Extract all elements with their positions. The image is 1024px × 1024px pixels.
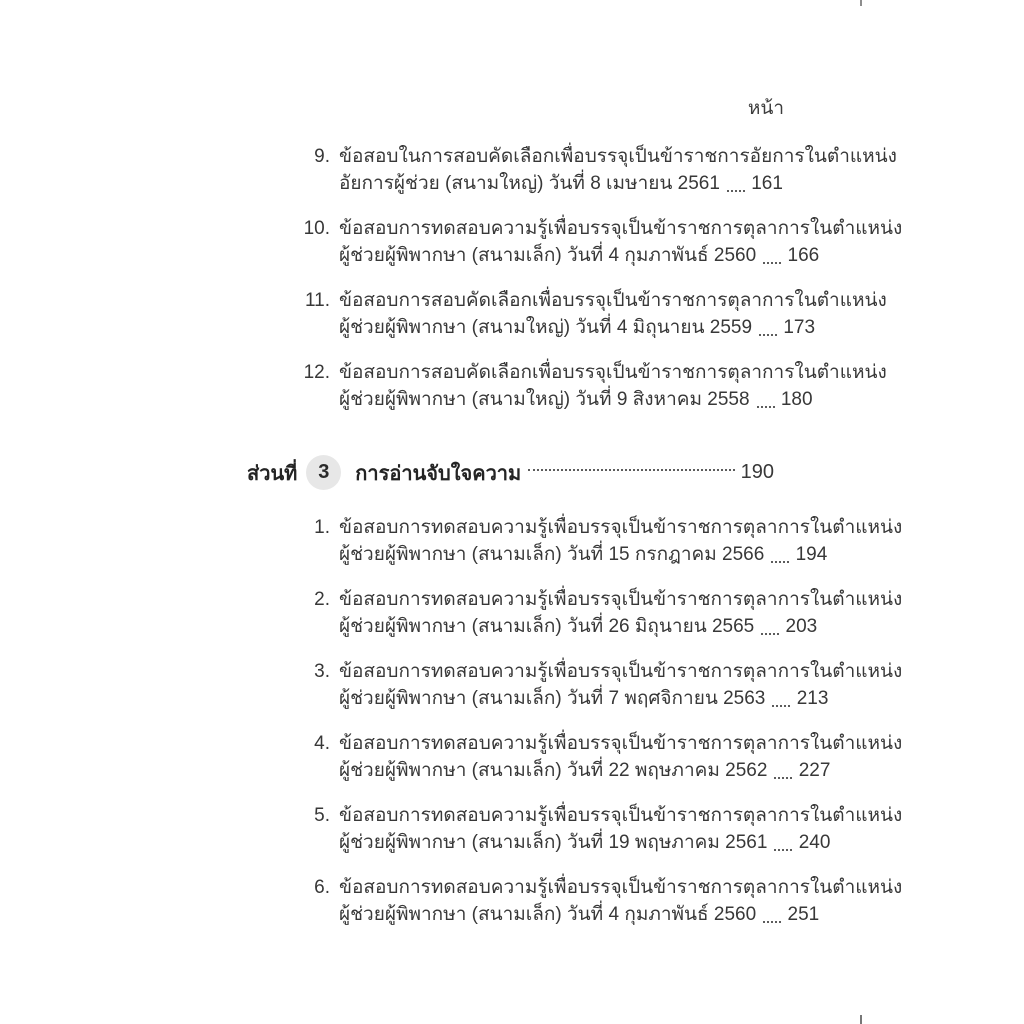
- entry-number: 11.: [304, 290, 330, 311]
- dot-leader: [763, 262, 781, 264]
- entry-body: [339, 143, 897, 197]
- entry-title-line1: ข้อสอบการทดสอบความรู้เพื่อบรรจุเป็นข้าราชการตุลาการในตำแหน่ง: [339, 661, 903, 682]
- entry-page-number: 251: [787, 904, 820, 925]
- entry-title-line2: [339, 170, 783, 197]
- entry-title-line2-text: ผู้ช่วยผู้พิพากษา (สนามเล็ก) วันที่ 7 พฤศจิกายน 2563: [339, 688, 766, 709]
- entry-title-line2: [339, 541, 828, 568]
- entry-title-line2-text: ผู้ช่วยผู้พิพากษา (สนามเล็ก) วันที่ 4 กุมภาพันธ์ 2560: [339, 245, 757, 266]
- entry-title-line2: [339, 386, 813, 413]
- scan-tick-mark-bottom: [860, 1015, 862, 1024]
- entry-body: [339, 287, 887, 341]
- entry-title-line2: [339, 613, 818, 640]
- toc-entries-section-3: [247, 514, 903, 928]
- toc-entry: [303, 874, 903, 928]
- entry-title-line1: ข้อสอบการทดสอบความรู้เพื่อบรรจุเป็นข้าราชการตุลาการในตำแหน่ง: [339, 733, 903, 754]
- entry-title-line2-text: ผู้ช่วยผู้พิพากษา (สนามใหญ่) วันที่ 9 สิงหาคม 2558: [339, 389, 750, 410]
- toc-entry: [303, 730, 903, 784]
- entry-body: [339, 215, 903, 269]
- entry-page-number: 194: [795, 544, 828, 565]
- entry-title-line2-text: ผู้ช่วยผู้พิพากษา (สนามเล็ก) วันที่ 19 พฤษภาคม 2561: [339, 832, 768, 853]
- entry-number: 2.: [314, 589, 330, 610]
- toc-content: [247, 97, 903, 946]
- entry-title-line2: [339, 685, 829, 712]
- toc-entry: [303, 287, 887, 341]
- entry-title-line2-text: ผู้ช่วยผู้พิพากษา (สนามเล็ก) วันที่ 26 มิถุนายน 2565: [339, 616, 755, 637]
- entry-title-line1: ข้อสอบการสอบคัดเลือกเพื่อบรรจุเป็นข้าราชการตุลาการในตำแหน่ง: [339, 362, 887, 383]
- entry-number: 9.: [314, 146, 330, 167]
- toc-entries-prev-section: [247, 143, 903, 413]
- entry-body: [339, 874, 903, 928]
- entry-body: [339, 802, 903, 856]
- entry-title-line2: [339, 242, 820, 269]
- scan-tick-mark-top: [860, 0, 862, 6]
- entry-title-line2: [339, 829, 831, 856]
- entry-number: 4.: [314, 733, 330, 754]
- entry-title-line1: ข้อสอบการทดสอบความรู้เพื่อบรรจุเป็นข้าราชการตุลาการในตำแหน่ง: [339, 517, 903, 538]
- entry-title-line2: [339, 314, 816, 341]
- entry-title-line2-text: ผู้ช่วยผู้พิพากษา (สนามเล็ก) วันที่ 4 กุมภาพันธ์ 2560: [339, 904, 757, 925]
- dot-leader: [761, 633, 779, 635]
- entry-title-line2-text: ผู้ช่วยผู้พิพากษา (สนามเล็ก) วันที่ 15 กรกฎาคม 2566: [339, 544, 765, 565]
- dot-leader: [774, 849, 792, 851]
- entry-number: 6.: [314, 877, 330, 898]
- entry-body: [339, 586, 903, 640]
- page-column-header: หน้า: [747, 98, 784, 119]
- toc-entry: [303, 215, 903, 269]
- toc-entry: [303, 514, 903, 568]
- toc-entry: [303, 802, 903, 856]
- entry-title-line1: ข้อสอบการสอบคัดเลือกเพื่อบรรจุเป็นข้าราชการตุลาการในตำแหน่ง: [339, 290, 887, 311]
- entry-page-number: 213: [796, 688, 829, 709]
- dot-leader: [774, 777, 792, 779]
- entry-number: 3.: [314, 661, 330, 682]
- dot-leader: [759, 334, 777, 336]
- entry-number: 5.: [314, 805, 330, 826]
- section-label: ส่วนที่: [247, 462, 298, 485]
- entry-page-number: 203: [785, 616, 818, 637]
- dot-leader: [727, 190, 745, 192]
- dot-leader: [763, 921, 781, 923]
- toc-entry: [303, 586, 903, 640]
- entry-title-line2: [339, 757, 831, 784]
- entry-number: 1.: [314, 517, 330, 538]
- toc-entry: [303, 658, 903, 712]
- entry-title-line1: ข้อสอบการทดสอบความรู้เพื่อบรรจุเป็นข้าราชการตุลาการในตำแหน่ง: [339, 877, 903, 898]
- entry-page-number: 240: [798, 832, 831, 853]
- entry-title-line1: ข้อสอบการทดสอบความรู้เพื่อบรรจุเป็นข้าราชการตุลาการในตำแหน่ง: [339, 218, 903, 239]
- toc-entry: [303, 359, 887, 413]
- dot-leader: [771, 561, 789, 563]
- entry-page-number: 227: [798, 760, 831, 781]
- entry-body: [339, 359, 887, 413]
- dot-leader: [757, 406, 775, 408]
- entry-title-line2-text: อัยการผู้ช่วย (สนามใหญ่) วันที่ 8 เมษายน 2561: [339, 173, 720, 194]
- section-number-badge: 3: [306, 455, 341, 490]
- entry-title-line2-text: ผู้ช่วยผู้พิพากษา (สนามใหญ่) วันที่ 4 มิถุนายน 2559: [339, 317, 753, 338]
- entry-title-line2-text: ผู้ช่วยผู้พิพากษา (สนามเล็ก) วันที่ 22 พฤษภาคม 2562: [339, 760, 768, 781]
- section-header-row: [247, 455, 784, 490]
- entry-number: 12.: [303, 362, 330, 383]
- entry-title-line1: ข้อสอบในการสอบคัดเลือกเพื่อบรรจุเป็นข้าราชการอัยการในตำแหน่ง: [339, 146, 897, 167]
- entry-body: [339, 514, 903, 568]
- toc-entry: [303, 143, 897, 197]
- section-title: การอ่านจับใจความ: [355, 462, 522, 485]
- entry-page-number: 180: [780, 389, 813, 410]
- entry-title-line2: [339, 901, 820, 928]
- entry-body: [339, 730, 903, 784]
- entry-page-number: 161: [751, 173, 783, 194]
- entry-title-line1: ข้อสอบการทดสอบความรู้เพื่อบรรจุเป็นข้าราชการตุลาการในตำแหน่ง: [339, 589, 903, 610]
- dot-leader: [528, 469, 734, 471]
- section-page-number: 190: [740, 461, 774, 483]
- entry-page-number: 173: [783, 317, 816, 338]
- entry-title-line1: ข้อสอบการทดสอบความรู้เพื่อบรรจุเป็นข้าราชการตุลาการในตำแหน่ง: [339, 805, 903, 826]
- dot-leader: [772, 705, 790, 707]
- entry-number: 10.: [303, 218, 330, 239]
- entry-body: [339, 658, 903, 712]
- entry-page-number: 166: [787, 245, 820, 266]
